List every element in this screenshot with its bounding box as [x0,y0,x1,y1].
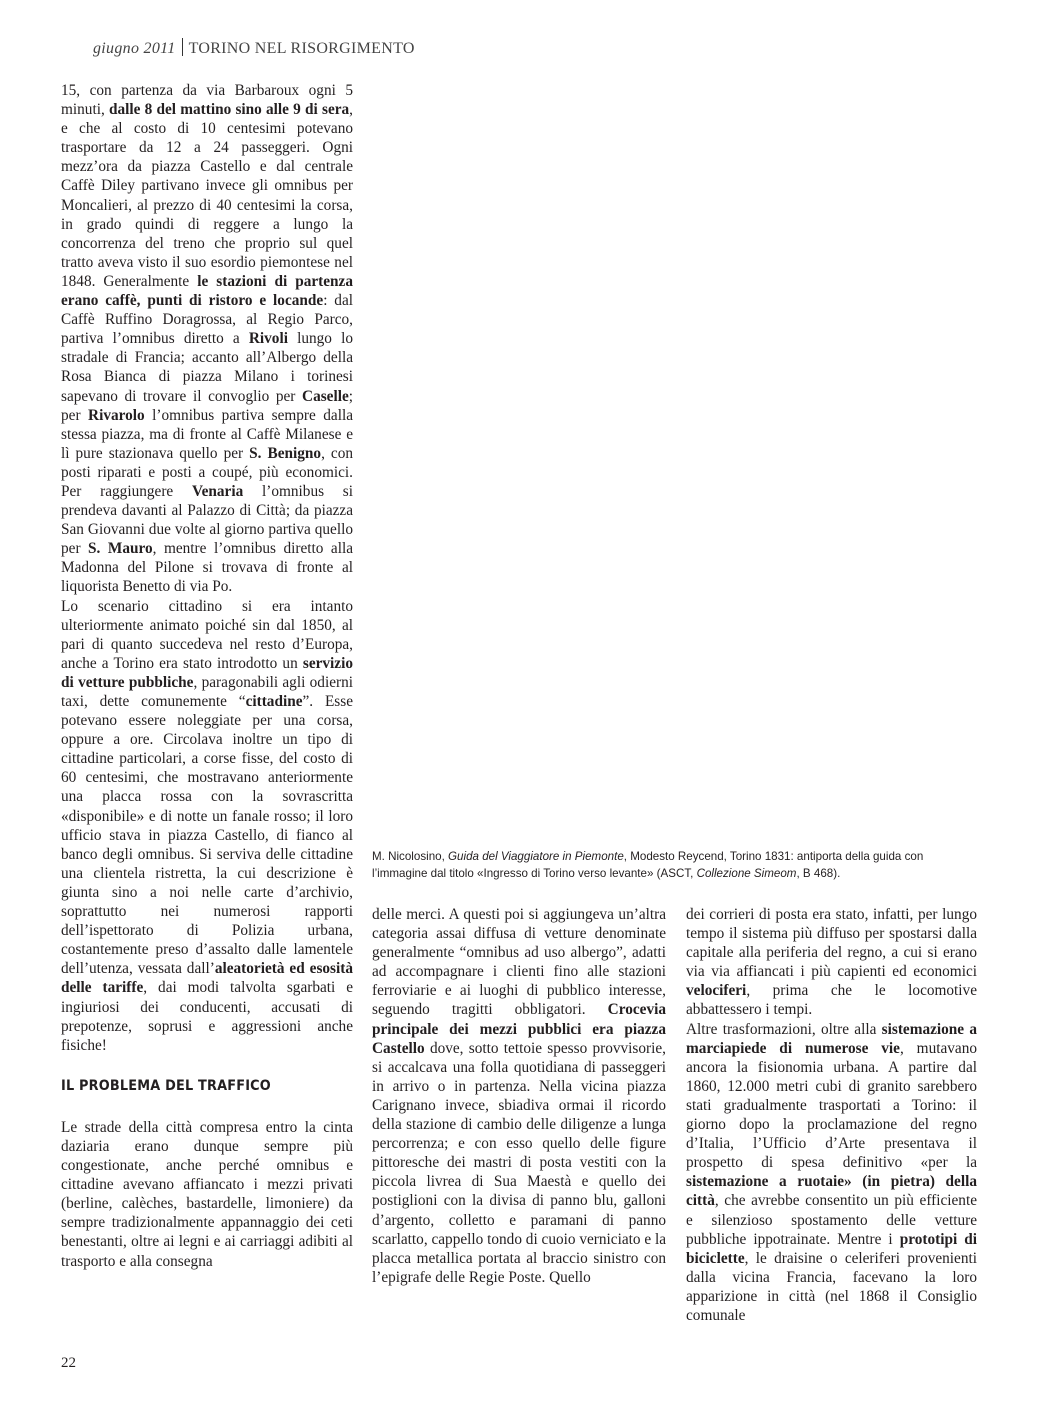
text-run: l’omnibus si prendeva davanti al Palazzo di Città; da piazza San Giovanni due volte al giorno partiva quello per [61,482,354,558]
paragraph [61,81,353,597]
bold-text: Rivarolo [88,406,145,424]
running-header [93,38,415,58]
bold-text: Rivoli [248,330,288,348]
text-run: , con posti riparati e posti a coupé, più economici. Per raggiungere [61,444,353,500]
bold-text: S. Benigno [249,444,322,462]
text-run: delle merci. A questi poi si aggiungeva un’altra categoria assai diffusa di vetture denominate generalmente “omnibus ad uso albergo”, adatti ad accompagnare i clienti fino alle stazioni ferroviarie e ai luoghi di pubblico interesse, seguendo tragitti obbligatori. [372,906,666,1019]
figure-caption [372,848,978,882]
bold-text: dalle 8 del mattino sino alle 9 di sera [108,101,350,119]
bold-text: prototipi di biciclette [686,1230,977,1267]
paragraph [372,905,666,1287]
section-heading: IL PROBLEMA DEL TRAFFICO [61,1077,271,1094]
section-title: TORINO NEL RISORGIMENTO [188,40,415,57]
bold-text: Caselle [302,387,349,405]
bold-text: aleatorietà ed esosità delle tariffe [61,960,353,997]
paragraph [686,905,977,1020]
text-run: , paragonabili agli odierni taxi, dette comunemente “ [61,673,353,710]
bold-text: sistemazione a ruotaie» (in pietra) della città [686,1173,977,1210]
paragraph [61,1118,353,1271]
text-run: Altre trasformazioni, oltre alla [686,1020,882,1038]
text-run: , mentre l’omnibus diretto alla Madonna del Pilone si trovava di fronte al liquorista Benetto di via Po. [61,540,353,596]
text-run: l’omnibus partiva sempre dalla stessa piazza, ma di fronte al Caffè Milanese e lì pure stazionava quello per [61,406,353,462]
text-run: : dal Caffè Ruffino Doragrossa, al Regio Parco, partiva l’omnibus diretto a [61,292,353,348]
bold-text: cittadine [245,693,303,710]
paragraph [61,597,353,1055]
paragraph [686,1020,977,1326]
bold-text: velociferi [686,982,747,1000]
text-run: , dai modi talvolta sgarbati e ingiuriosi dei conducenti, accusati di prepotenze, soprusi e aggressioni anche fisiche! [61,979,353,1054]
bold-text: Crocevia principale dei mezzi pubblici era piazza Castello [372,1001,666,1057]
column-middle [372,905,666,1287]
caption-title-collection: Collezione Simeom [696,867,797,880]
header-divider [182,38,183,56]
caption-suffix: , B 468). [796,867,841,880]
text-run: , che avrebbe consentito un più efficiente e silenzioso spostamento delle vetture pubbliche ippotrainate. Mentre i [686,1192,977,1248]
column-right [686,905,977,1325]
text-run: dove, sotto tettoie spesso provvisorie, si accalcava una folla quotidiana di passeggeri in arrivo o in partenza. Nella vicina piazza Carignano invece, sbiadiva ormai il ricordo della stazione di cambio delle diligenze a lunga percorrenza; e con esso quello delle figure pittoresche dei mastri di posta vestiti con la piccola livrea di Sua Maestà e quello dei postiglioni con la divisa di panno blu, galloni d’argento, colletto e paramani di panno scarlatto, cappello tondo di cuoio verniciato e la placca metallica portata al braccio sinistro con l’epigrafe delle Regie Poste. Quello [372,1039,666,1286]
bold-text: S. Mauro [88,540,153,558]
text-run: , prima che le locomotive abbattessero i tempi. [686,982,977,1019]
text-run: ; per [61,387,353,424]
text-run: , e che al costo di 10 centesimi potevano trasportare da 12 a 24 passeggeri. Ogni mezz’ora da piazza Castello e dal centrale Caffè Diley partivano invece gli omnibus per Moncalieri, al prezzo di 40 centesimi la corsa, in grado quindi di reggere a lungo la concorrenza del treno che proprio sul quel tratto aveva visto il suo esordio piemontese nel 1848. Generalmente [61,101,353,290]
text-run: , le draisine o celeriferi provenienti dalla vicina Francia, facevano la loro apparizione in città (nel 1868 il Consiglio comunale [686,1249,977,1324]
text-run: dei corrieri di posta era stato, infatti, per lungo tempo il sistema più diffuso per spostarsi dalla capitale alla periferia del regno, a cui si erano via via affiancati i più capienti ed economici [686,906,977,981]
caption-prefix: M. Nicolosino, [372,850,449,863]
issue-date: giugno 2011 [93,40,176,57]
text-run: lungo lo stradale di Francia; accanto all’Albergo della Rosa Bianca di piazza Milano i torinesi sapevano di trovare il convoglio per [61,330,354,405]
caption-middle: , Modesto Reycend, Torino 1831: antiporta della guida con l’immagine dal titolo «Ingresso di Torino verso levante» (ASCT, [372,850,924,880]
bold-text: le stazioni di partenza erano caffè, punti di ristoro e locande [61,272,353,310]
caption-title-guide: Guida del Viaggiatore in Piemonte [448,850,624,863]
bold-text: servizio di vetture pubbliche [61,654,353,691]
text-run: 15, con partenza da via Barbaroux ogni 5 minuti, [61,82,353,119]
text-run: ”. Esse potevano essere noleggiate per una corsa, oppure a ore. Circolava inoltre un tipo di cittadine particolari, a corse fisse, del costo di 60 centesimi, che mostravano anteriormente una placca rossa con la sovrascritta «disponibile» e di notte un fanale rosso; il loro ufficio stava in piazza Castello, di fianco al banco degli omnibus. Si serviva delle cittadine una clientela ristretta, la cui descrizione è giunta sino a noi nelle carte d’archivio, soprattutto nei numerosi rapporti dell’ispettorato di Polizia urbana, costantemente preso d’assalto dalle lamentele dell’utenza, vessata dall’ [61,693,353,978]
bold-text: Venaria [191,482,244,500]
bold-text: sistemazione a marciapiede di numerose vie [686,1020,978,1057]
text-run: Le strade della città compresa entro la cinta daziaria erano dunque sempre più congestionate, anche perché omnibus e cittadine avevano affiancato i mezzi privati (berline, calèches, bastardelle, limoniere) da sempre tradizionalmente appannaggio dei ceti benestanti, oltre ai legni e ai carriaggi adibiti al trasporto e alla consegna [61,1118,353,1270]
illustration [372,81,978,836]
page-number: 22 [61,1355,76,1371]
text-run: , mutavano ancora la fisionomia urbana. A partire dal 1860, 12.000 metri cubi di granito sarebbero stati gradualmente trasportati a Torino: il giorno dopo la proclamazione del regno d’Italia, l’Ufficio d’Arte presentava il prospetto di spesa definitivo «per la [686,1039,977,1172]
text-run: Lo scenario cittadino si era intanto ulteriormente animato poiché sin dal 1850, al pari di quanto succedeva nel resto d’Europa, anche a Torino era stato introdotto un [61,597,353,672]
column-left [61,81,353,1271]
